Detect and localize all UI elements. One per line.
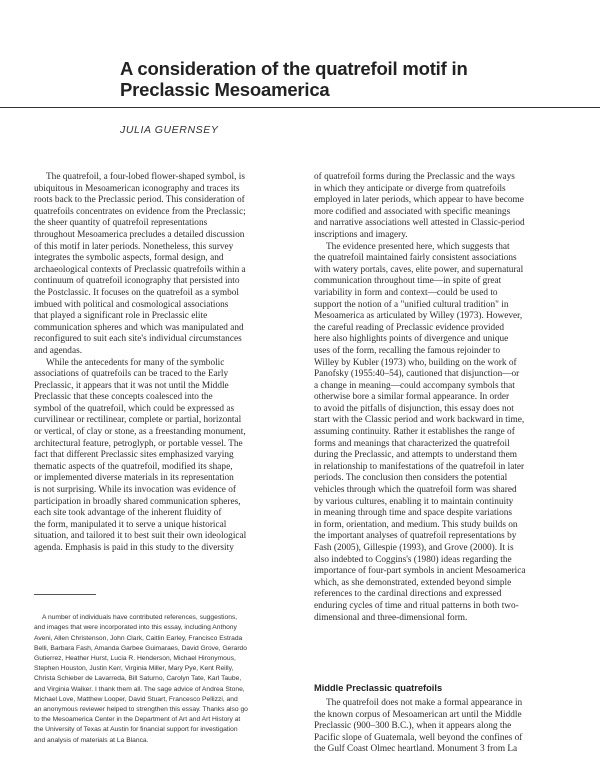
right-column-lower (314, 698, 568, 756)
title-rule (0, 107, 600, 108)
left-column (34, 172, 288, 555)
acknowledgments-footnote (34, 603, 290, 756)
right-paragraph-2: The evidence presented here, which suggests that the quatrefoil maintained fairly consistent associations with watery portals, caves, elite power, and supernatural communication throughout time—in spite of great variability in form and context—could be used to support the notion of a "unified cultural tradition" in Mesoamerica as articulated by Willey (1973). However, the careful reading of Preclassic evidence provided here also highlights points of divergence and unique uses of the form, recalling the famous rejoinder to Willey by Kubler (1973) who, building on the work of Panofsky (1955:40–54), cautioned that disjunction—or a change in meaning—could accompany symbols that otherwise bore a similar formal appearance. In order to avoid the pitfalls of disjunction, this essay does not start with the Classic period and work backward in time, assuming continuity. Rather it establishes the range of forms and meanings that characterized the quatrefoil during the Preclassic, and attempts to understand them in relationship to manifestations of the quatrefoil in later periods. The conclusion then considers the potential vehicles through which the quatrefoil form was shared by various cultures, enabling it to maintain continuity in meaning through time and space despite variations in form, orientation, and medium. This study builds on the important analyses of quatrefoil representations by Fash (2005), Gillespie (1993), and Grove (2000). It is also indebted to Coggins's (1980) ideas regarding the importance of four-part symbols in ancient Mesoamerica which, as she demonstrated, extended beyond simple references to the cardinal directions and expressed enduring cycles of time and ritual patterns in both two- dimensional and three-dimensional form. (314, 241, 526, 623)
section-heading: Middle Preclassic quatrefoils (314, 683, 443, 693)
footnote-text: A number of individuals have contributed references, suggestions, and images that were incorporated into this essay, including Anthony Aveni, Allen Christenson, John Clark, Caitlin Earley, Francisco Estrada Belli, Barbara Fash, Amanda Garbee Guimaraes, David Grove, Gerardo Gutierrez, Heather Hurst, Lucia R. Henderson, Michael Hironymous, Stephen Houston, Justin Kerr, Virginia Miller, Mary Pye, Kent Reilly, Christa Schieber de Lavarreda, Bill Saturno, Carolyn Tate, Karl Taube, and Virginia Walker. I thank them all. The sage advice of Andrea Stone, Michael Love, Matthew Looper, David Stuart, Francesco Pellizzi, and an anonymous reviewer helped to strengthen this essay. Thanks also go to the Mesoamerica Center in the Department of Art and Art History at the University of Texas at Austin for financial support for investigation and analysis of materials at La Blanca. (34, 614, 248, 744)
article-title: A consideration of the quatrefoil motif in Preclassic Mesoamerica (120, 58, 468, 100)
right-column (314, 172, 568, 624)
right-paragraph-1: of quatrefoil forms during the Preclassic and the ways in which they anticipate or diverge from quatrefoils employed in later periods, which appear to have become more codified and associated with specific meanings and narrative associations well attested in Classic-period inscriptions and imagery. (314, 172, 525, 240)
left-paragraph-1: The quatrefoil, a four-lobed flower-shaped symbol, is ubiquitous in Mesoamerican iconography and traces its roots back to the Preclassic period. This consideration of quatrefoils concentrates on evidence from the Preclassic; the sheer quantity of quatrefoil representations throughout Mesoamerica precludes a detailed discussion of this motif in later periods. Nonetheless, this survey integrates the symbolic aspects, formal design, and archaeological contexts of Preclassic quatrefoils within a continuum of quatrefoil iconography that persisted into the Postclassic. It focuses on the quatrefoil as a symbol imbued with political and cosmological associations that played a significant role in Preclassic elite communication spheres and which was manipulated and reconfigured to suit each site's individual circumstances and agendas. (34, 172, 246, 356)
left-paragraph-2: While the antecedents for many of the symbolic associations of quatrefoils can be traced to the Early Preclassic, it appears that it was not until the Middle Preclassic that these concepts coalesced into the symbol of the quatrefoil, which could be expressed as curvilinear or rectilinear, complete or partial, horizontal or vertical, of clay or stone, as a freestanding monument, architectural feature, petroglyph, or portable vessel. The fact that different Preclassic sites emphasized varying thematic aspects of the quatrefoil, modified its shape, or implemented diverse materials in its representation is not surprising. While its invocation was evidence of participation in broadly shared communication spheres, each site took advantage of the inherent fluidity of the form, manipulated it to serve a unique historical situation, and tailored it to best suit their own ideological agenda. Emphasis is paid in this study to the diversity (34, 357, 247, 553)
right-paragraph-3: The quatrefoil does not make a formal appearance in the known corpus of Mesoamerican art until the Middle Preclassic (900–300 B.C.), when it appears along the Pacific slope of Guatemala, well beyond the confines of the Gulf Coast Olmec heartland. Monument 3 from La (314, 698, 523, 755)
article-author: JULIA GUERNSEY (120, 124, 219, 136)
footnote-rule (34, 594, 96, 595)
